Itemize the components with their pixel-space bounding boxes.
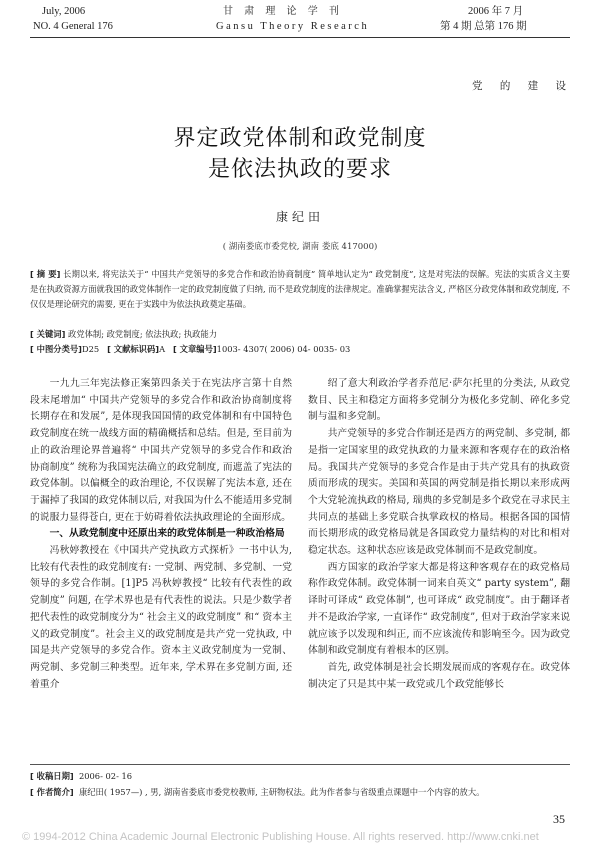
article-title-line-1: 界定政党体制和政党制度 bbox=[173, 126, 427, 151]
received-date bbox=[30, 768, 570, 784]
article-number-value: 1003- 4307( 2006) 04- 0035- 03 bbox=[216, 344, 351, 354]
received-label: [ 收稿日期] bbox=[30, 771, 74, 781]
abstract-label: [ 摘 要] bbox=[30, 269, 61, 279]
header-issue-cn: 第 4 期 总第 176 期 bbox=[440, 21, 527, 32]
body-column-left bbox=[30, 376, 292, 693]
clc-label: [ 中图分类号] bbox=[30, 344, 82, 354]
section-heading: 一、从政党制度中还原出来的政党体制是一种政治格局 bbox=[49, 528, 285, 540]
page-number: 35 bbox=[553, 812, 565, 826]
body-paragraph: 一九九三年宪法修正案第四条关于在宪法序言第十自然段末尾增加“ 中国共产党领导的多党合作和政治协商制度将长期存在和发展”, 是体现我国国情的政党体制和有中国特色政党制度在统一战线方面的精确概括和总结。但是, 至目前为止的政治理论界普遍将“ 中国共产党领导的多党合作和政治协商制度” 统称为我国宪法确立的政党制度, 而遮盖了宪法的政党体制。以偏概全的政治理论, 不仅误解了宪法本意, 还在于漏掉了我国的政党体制以后, 对我国为什么不能适用多党制的说服力显得苍白, 更在于妨碍着依法执政理论的全面形成。 bbox=[30, 378, 292, 523]
body-paragraph: 绍了意大利政治学者乔范尼·萨尔托里的分类法, 从政党数目、民主和稳定方面将多党制分为极化多党制、碎化多党制与温和多党制。 bbox=[308, 378, 570, 423]
keywords-label: [ 关键词] bbox=[30, 329, 66, 339]
body-column-right bbox=[308, 376, 570, 693]
keywords bbox=[30, 327, 570, 342]
copyright-watermark: © 1994-2012 China Academic Journal Electronic Publishing House. All rights reserved. http://www.cnki.net bbox=[22, 831, 539, 843]
journal-name-cn: 甘 肃 理 论 学 刊 bbox=[223, 6, 343, 17]
clc-value: D25 bbox=[81, 344, 100, 354]
footnote-rule bbox=[30, 764, 570, 765]
journal-name-en: Gansu Theory Research bbox=[216, 21, 370, 32]
body-paragraph: 西方国家的政治学家大都是将这种客观存在的政党格局称作政党体制。政党体制一词来自英文“ party system”, 翻译时可译成“ 政党体制”, 也可译成“ 政党制度”。由于翻译者并不是政治学家, 一直译作“ 政党制度”, 但对于政治学家来说就应该予以发现和纠正, 而不应该流传和影响至今。因为政党体制和政党制度有着根本的区别。 bbox=[308, 561, 570, 657]
author-bio-label: [ 作者简介] bbox=[30, 787, 74, 797]
body-paragraph: 共产党领导的多党合作制还是西方的两党制、多党制, 都是指一定国家里的政党执政的力量来源和客观存在的政治格局。我国共产党领导的多党合作是由于共产党具有的执政资质而形成的现实。美国和英国的两党制是指长期以来形成两个大党轮流执政的格局, 瑞典的多党制是多个政党在寻求民主共同点的基础上多党联合执掌政权的格局。根据各国的国情而长期形成的政党格局就是各国政党力量结构的对比和相对稳定状态。这种状态应该是政党体制而不是政党制度。 bbox=[308, 428, 570, 557]
header-issue-en: NO. 4 General 176 bbox=[33, 21, 113, 32]
author-affiliation: ( 湖南娄底市委党校, 湖南 娄底 417000) bbox=[222, 242, 378, 252]
body-paragraph: 冯秋婷教授在《中国共产党执政方式探析》一书中认为, 比较有代表性的政党制度有: 一党制、两党制、多党制、一党领导的多党合作制。[1]P5 冯秋婷教授“ 比较有代表性的政党制度” 问题, 在学术界也是有代表性的说法。只是少数学者把代表性的政党制度分为“ 社会主义的政党制度” 和“ 资本主义的政党制度”。社会主义的政党制度是共产党一党执政, 中国是共产党领导的多党合作。资本主义政党制度为一党制、两党制、多党制三种类型。近年来, 学术界在多党制方面, 还着重介 bbox=[30, 545, 292, 690]
article-title-line-2: 是依法执政的要求 bbox=[207, 157, 392, 182]
author-bio bbox=[30, 784, 570, 800]
received-value: 2006- 02- 16 bbox=[78, 771, 133, 781]
classification-line bbox=[30, 342, 570, 357]
abstract-text: 长期以来, 将宪法关于“ 中国共产党领导的多党合作和政治协商制度” 简单地认定为“ 政党制度”, 这是对宪法的误解。宪法的实质含义主要是在执政资源方面就我国的政党体制作一定的政党制度做了归纳, 而不是政党制度的法律规定。准确掌握宪法含义, 严格区分政党体制和政党制度, 不仅仅是理论研究的需要, 更在于实践中为依法执政奠定基础。 bbox=[30, 269, 570, 309]
author-name: 康纪田 bbox=[275, 210, 324, 224]
header-rule bbox=[30, 37, 570, 38]
doc-code-label: [ 文献标识码] bbox=[107, 344, 160, 354]
abstract bbox=[30, 267, 570, 312]
header-date-cn: 2006 年 7 月 bbox=[468, 6, 524, 17]
doc-code-value: A bbox=[159, 344, 166, 354]
body-paragraph: 首先, 政党体制是社会长期发展而成的客观存在。政党体制决定了只是其中某一政党或几个政党能够长 bbox=[308, 661, 570, 690]
author-bio-text: 康纪田( 1957—) , 男, 湖南省娄底市委党校教师, 主研物权法。此为作者参与省级重点课题中一个内容的放大。 bbox=[78, 787, 485, 797]
article-number-label: [ 文章编号] bbox=[173, 344, 217, 354]
section-tag: 党 的 建 设 bbox=[472, 80, 574, 92]
keywords-text: 政党体制; 政党制度; 依法执政; 执政能力 bbox=[68, 329, 218, 339]
header-date-en: July, 2006 bbox=[42, 6, 86, 17]
